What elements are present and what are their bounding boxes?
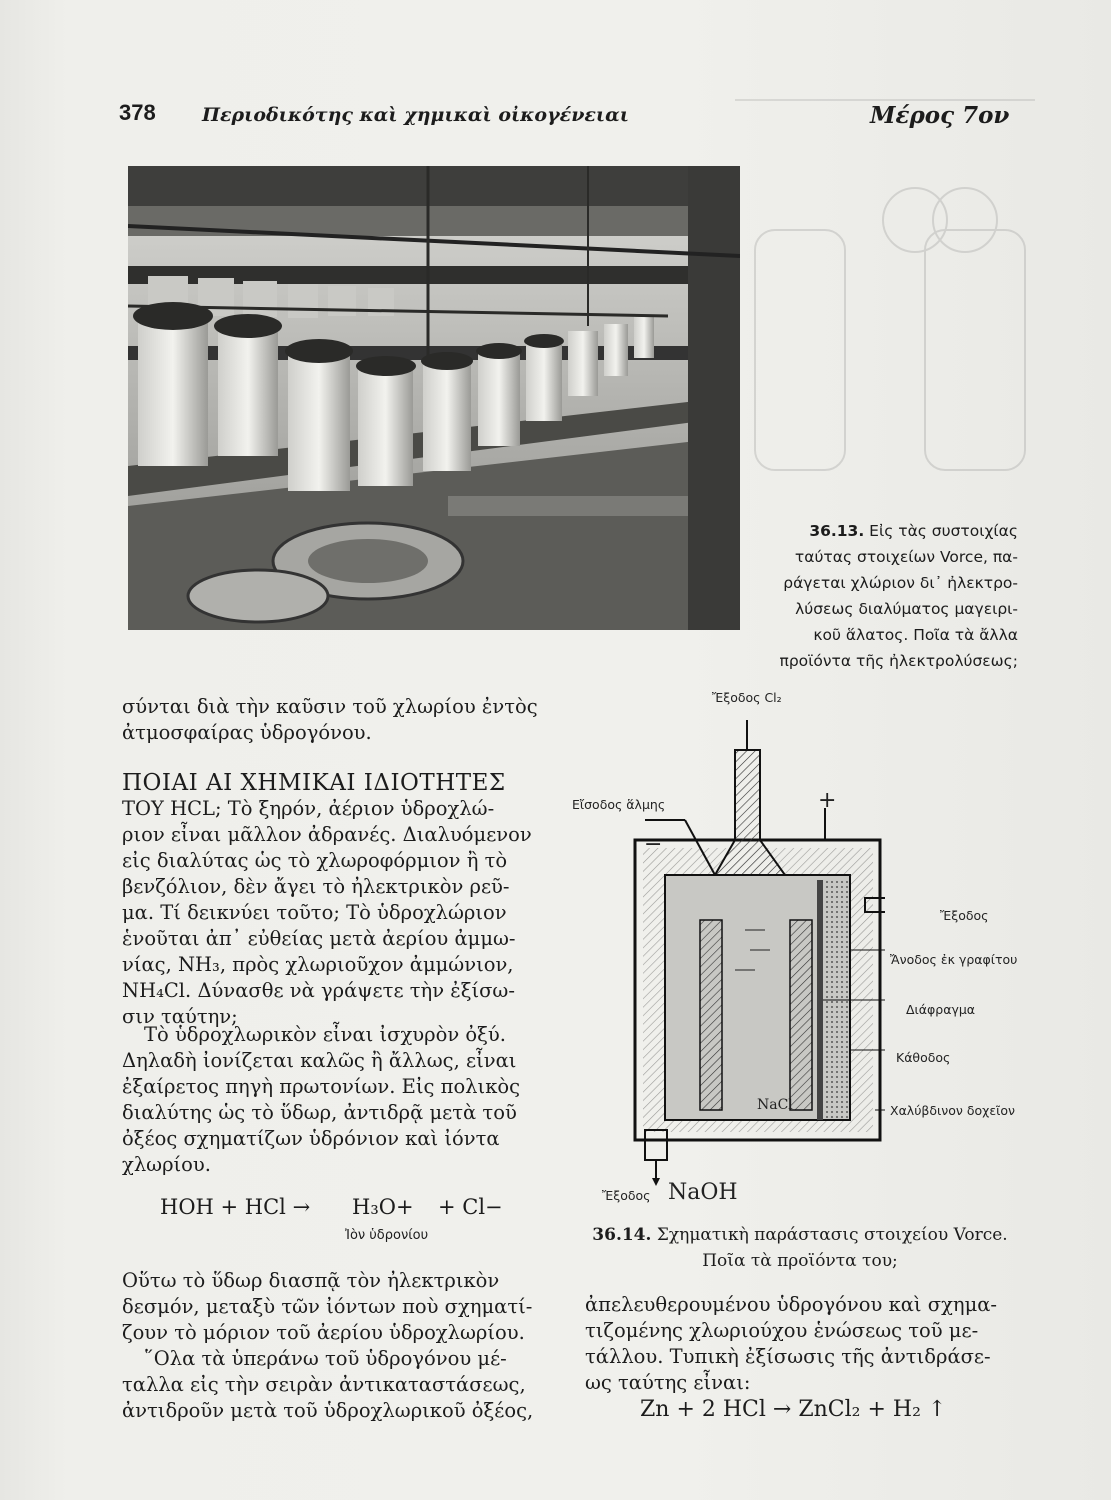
text-line: ἀτμοσφαίρας ὑδρογόνου. (122, 721, 372, 744)
naoh-outlet (645, 1130, 667, 1160)
label-plus: + (818, 788, 837, 813)
left-paragraph-3 (122, 1268, 562, 1424)
label-cathode: Κάθοδος (896, 1050, 951, 1065)
caption-line: ράγεται χλώριον δι᾽ ἠλεκτρο- (783, 574, 1018, 592)
caption-line: κοῦ ἅλατος. Ποῖα τὰ ἄλλα (813, 626, 1018, 644)
text-line: ἐξαίρετος πηγὴ πρωτονίων. Εἰς πολικὸς (122, 1075, 521, 1098)
text-line: εἰς διαλύτας ὡς τὸ χλωροφόρμιον ἢ τὸ (122, 849, 508, 872)
text-line: χλωρίου. (122, 1153, 211, 1176)
text-line: ἀπελευθερουμένου ὑδρογόνου καὶ σχημα- (585, 1293, 998, 1316)
caption-line: Ποῖα τὰ προϊόντα του; (702, 1251, 898, 1271)
text-line: ως ταύτης εἶναι: (585, 1371, 751, 1394)
equation-1-lhs: HOH + HCl → (160, 1195, 311, 1219)
text-line: Τὸ ὑδροχλωρικὸν εἶναι ἰσχυρὸν ὀξύ. (144, 1023, 506, 1046)
left-text-top (122, 694, 562, 746)
caption-line: προϊόντα τῆς ἠλεκτρολύσεως; (779, 652, 1018, 670)
factory-photo (128, 166, 740, 630)
text-line: σύνται διὰ τὴν καῦσιν τοῦ χλωρίου ἐντὸς (122, 695, 538, 718)
equation-1-label: Ἰὸν ὑδρονίου (345, 1228, 429, 1243)
caption-line: λύσεως διαλύματος μαγειρι- (795, 600, 1018, 618)
equation-1-product-2: + Cl− (438, 1195, 503, 1219)
label-steel-tank: Χαλύβδινον δοχεῖον (890, 1103, 1016, 1118)
running-title: Περιοδικότης καὶ χημικαὶ οἰκογένειαι (202, 104, 629, 126)
text-line: ἀντιδροῦν μετὰ τοῦ ὑδροχλωρικοῦ ὀξέος, (122, 1399, 534, 1422)
text-line: βενζόλιον, δὲν ἄγει τὸ ἠλεκτρικὸν ρεῦ- (122, 875, 510, 898)
anode-rod (790, 920, 812, 1110)
text-line: Οὕτω τὸ ὕδωρ διασπᾷ τὸν ἠλεκτρικὸν (122, 1269, 500, 1292)
part-label: Μέρος 7ον (870, 102, 1010, 129)
vorce-cell-diagram (585, 700, 885, 1200)
text-line: ριον εἶναι μᾶλλον ἀδρανές. Διαλυόμενον (122, 823, 532, 846)
caption-line: ταύτας στοιχείων Vorce, πα- (794, 548, 1018, 566)
caption-line: Εἰς τὰς συστοιχίας (869, 522, 1018, 540)
text-line: ῞Ολα τὰ ὑπεράνω τοῦ ὑδρογόνου μέ- (144, 1347, 507, 1370)
text-line: Δηλαδὴ ἰονίζεται καλῶς ἢ ἄλλως, εἶναι (122, 1049, 517, 1072)
label-anode: Ἄνοδος ἐκ γραφίτου (890, 952, 1018, 967)
caption-line: Σχηματικὴ παράστασις στοιχείου Vorce. (656, 1225, 1008, 1245)
left-paragraph-2 (122, 1022, 562, 1178)
caption-number: 36.13. (809, 522, 865, 540)
label-nacl: NaCl (757, 1097, 793, 1113)
equation-2: Zn + 2 HCl → ZnCl₂ + H₂ ↑ (640, 1397, 947, 1422)
text-line: δεσμόν, μεταξὺ τῶν ἰόντων ποὺ σχηματί- (122, 1295, 533, 1318)
figure-caption-36-13 (760, 518, 1018, 674)
label-diaphragm: Διάφραγμα (906, 1002, 976, 1017)
caption-number: 36.14. (592, 1225, 652, 1245)
equation-1-product-1: H₃O+ (352, 1195, 414, 1219)
label-exit-cl2: Ἔξοδος Cl₂ (712, 690, 782, 705)
text-line: σιν ταύτην; (122, 1005, 238, 1028)
text-line: ΤΟΥ HCL; Τὸ ξηρόν, ἀέριον ὑδροχλώ- (122, 797, 495, 820)
label-exit-naoh: Ἔξοδος (602, 1188, 651, 1203)
text-line: τάλλου. Τυπικὴ ἐξίσωσις τῆς ἀντιδράσε- (585, 1345, 991, 1368)
anode-rod (700, 920, 722, 1110)
left-paragraph-1 (122, 796, 562, 1030)
text-line: ὀξέος σχηματίζων ὑδρόνιον καὶ ἰόντα (122, 1127, 500, 1150)
text-line: νίας, NH₃, πρὸς χλωριοῦχον ἀμμώνιον, (122, 953, 514, 976)
page-number: 378 (119, 100, 156, 125)
text-line: ταλλα εἰς τὴν σειρὰν ἀντικαταστάσεως, (122, 1373, 526, 1396)
text-line: ζουν τὸ μόριον τοῦ ἀερίου ὑδροχλωρίου. (122, 1321, 525, 1344)
text-line: NH₄Cl. Δύνασθε νὰ γράψετε τὴν ἐξίσω- (122, 979, 515, 1002)
figure-caption-36-14 (585, 1222, 1015, 1274)
label-naoh: NaOH (668, 1180, 738, 1205)
label-exit-h2: Ἔξοδος (940, 908, 989, 923)
text-line: ἑνοῦται ἀπ᾽ εὐθείας μετὰ ἀερίου ἀμμω- (122, 927, 516, 950)
right-paragraph (585, 1292, 1015, 1396)
label-brine-inlet: Εἴσοδος ἅλμης (572, 797, 666, 812)
diaphragm (817, 880, 823, 1120)
label-minus: − (644, 832, 663, 857)
text-line: διαλύτης ὡς τὸ ὕδωρ, ἀντιδρᾷ μετὰ τοῦ (122, 1101, 517, 1124)
text-line: τιζομένης χλωριούχου ἑνώσεως τοῦ με- (585, 1319, 979, 1342)
text-line: μα. Τί δεικνύει τοῦτο; Τὸ ὑδροχλώριον (122, 901, 507, 924)
section-heading: ΠΟΙΑΙ ΑΙ ΧΗΜΙΚΑΙ ΙΔΙΟΤΗΤΕΣ (122, 770, 506, 796)
